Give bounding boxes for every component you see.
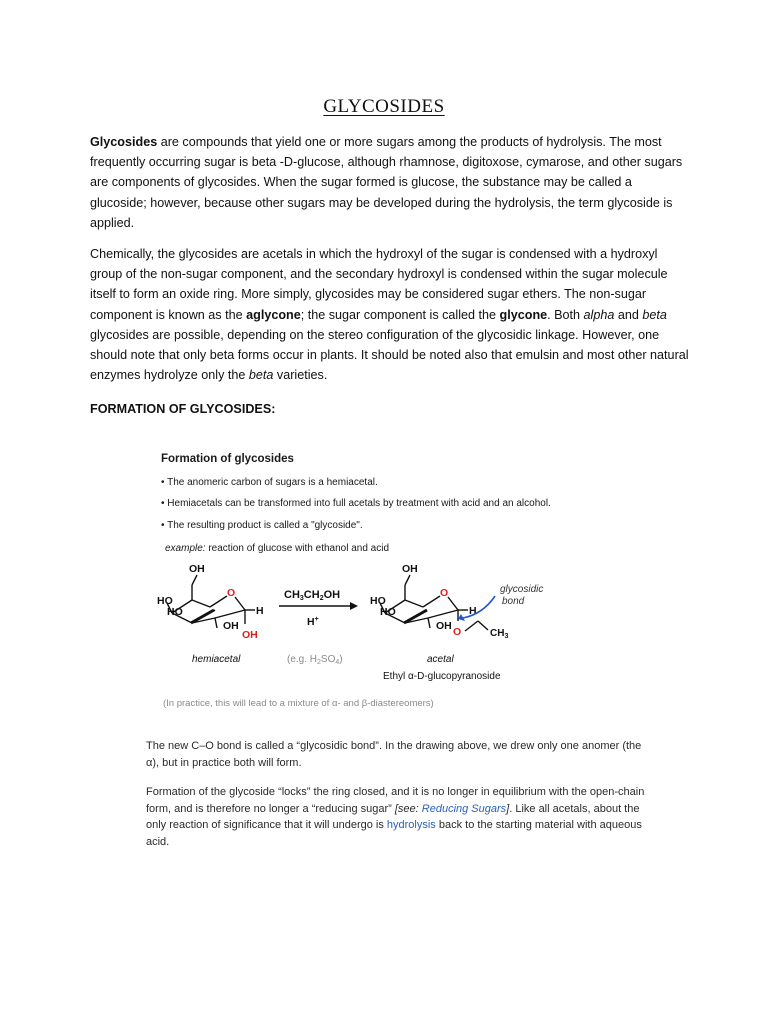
paragraph-text: are compounds that yield one or more sugars among the products of hydrolysis. The most frequently occurring sugar is beta -D-glucose, although rhamnose, digitoxose, cymarose, and other sugars are components of glycosides. When the sugar formed is glucose, the substance may be called a glucoside; however, because other sugars may be developed during the hydrolysis, the term glycoside is applied. (90, 135, 683, 230)
text-span: and (614, 307, 643, 322)
atom-label: H (256, 605, 264, 617)
text-span: ] (506, 802, 510, 815)
atom-label: H (469, 605, 477, 617)
term-glycone: glycone (499, 307, 548, 322)
term-beta: beta (642, 307, 667, 322)
glucose-structure (167, 575, 255, 628)
atom-label: O (453, 626, 462, 638)
product-name: Ethyl α-D-glucopyranoside (383, 671, 501, 682)
glycosidic-label: glycosidic (500, 584, 544, 595)
text-span: glycosides are possible, depending on the stereo configuration of the glycosidic linkage. However, one should note that only beta forms occur in plants. It should be noted also that emulsin and most other natural enzymes hydrolyze only the (90, 327, 689, 383)
term-beta: beta (248, 368, 274, 383)
hydrolysis-link[interactable]: hydrolysis (386, 819, 436, 831)
acetal-label: acetal (427, 654, 454, 665)
text-span: . Like all acetals, about the only reaction of significance that it will undergo is (146, 802, 640, 831)
text-span: Chemically, the glycosides are acetals in which the hydroxyl of the sugar is condensed with a hydroxyl group of the non-sugar component, and the secondary hydroxyl is condensed within the sugar molecule itself to form an oxide ring. More simply, glycosides may be considered sugar ethers. The non-sugar component is known as the (90, 247, 668, 322)
atom-label: O (440, 587, 449, 599)
text-span: . Both (547, 307, 584, 322)
reaction-arrowhead (350, 602, 358, 610)
note-glycosidic-bond: The new C–O bond is called a “glycosidic bond”. In the drawing above, we drew only one anomer (the α), but in practice both will form. (146, 740, 642, 769)
practice-note: (In practice, this will lead to a mixture of α- and β-diastereomers) (163, 698, 434, 709)
atom-label: HO (370, 595, 386, 607)
methyl-label: $CH_3$ (490, 628, 509, 640)
text-span: [see: (394, 802, 422, 815)
reaction-figure (145, 440, 635, 715)
reagent-ethanol: CH3CH2OH (284, 589, 341, 602)
atom-label: O (227, 587, 236, 599)
paragraph-chemistry (90, 244, 690, 385)
atom-label: OH (223, 620, 239, 632)
text-span: ; the sugar component is called the (300, 307, 500, 322)
example-text: reaction of glucose with ethanol and acid (205, 543, 390, 554)
example-caption (165, 543, 389, 554)
reaction-scheme (145, 558, 635, 720)
reducing-sugars-link[interactable]: Reducing Sugars (421, 802, 507, 815)
figure-bullet: • Hemiacetals can be transformed into full acetals by treatment with acid and an alcohol. (161, 498, 551, 509)
reagent-acid: H+ (307, 616, 319, 628)
text-span: Formation of the glycoside “locks” the ring closed, and it is no longer in equilibrium with the open-chain form, and is therefore no longer a “reducing sugar” (146, 786, 645, 815)
atom-label: HO (380, 606, 396, 618)
example-label: example: (165, 543, 206, 554)
term-glycosides: Glycosides (90, 135, 158, 149)
figure-bullet: • The anomeric carbon of sugars is a hemiacetal. (161, 477, 378, 488)
atom-label: OH (189, 563, 205, 575)
atom-label: HO (157, 595, 173, 607)
paragraph-definition (90, 132, 690, 233)
section-heading: FORMATION OF GLYCOSIDES: (90, 402, 276, 416)
catalyst-label: (e.g. $H_2SO_4$) (287, 654, 343, 666)
atom-label: OH (242, 629, 258, 641)
term-alpha: alpha (583, 307, 615, 322)
text-span: varieties. (273, 368, 328, 383)
page-title: GLYCOSIDES (323, 96, 445, 117)
note-reducing-sugar (146, 784, 656, 850)
term-aglycone: aglycone (246, 307, 301, 322)
atom-label: OH (402, 563, 418, 575)
atom-label: OH (436, 620, 452, 632)
text-span: back to the starting material with aqueous acid. (146, 819, 642, 848)
figure-title: Formation of glycosides (161, 453, 294, 465)
figure-bullet: • The resulting product is called a "glycoside". (161, 520, 363, 531)
hemiacetal-label: hemiacetal (192, 654, 241, 665)
glycoside-structure (380, 575, 488, 631)
glycosidic-pointer (463, 596, 495, 618)
glycosidic-label: bond (502, 596, 525, 607)
atom-label: HO (167, 606, 183, 618)
